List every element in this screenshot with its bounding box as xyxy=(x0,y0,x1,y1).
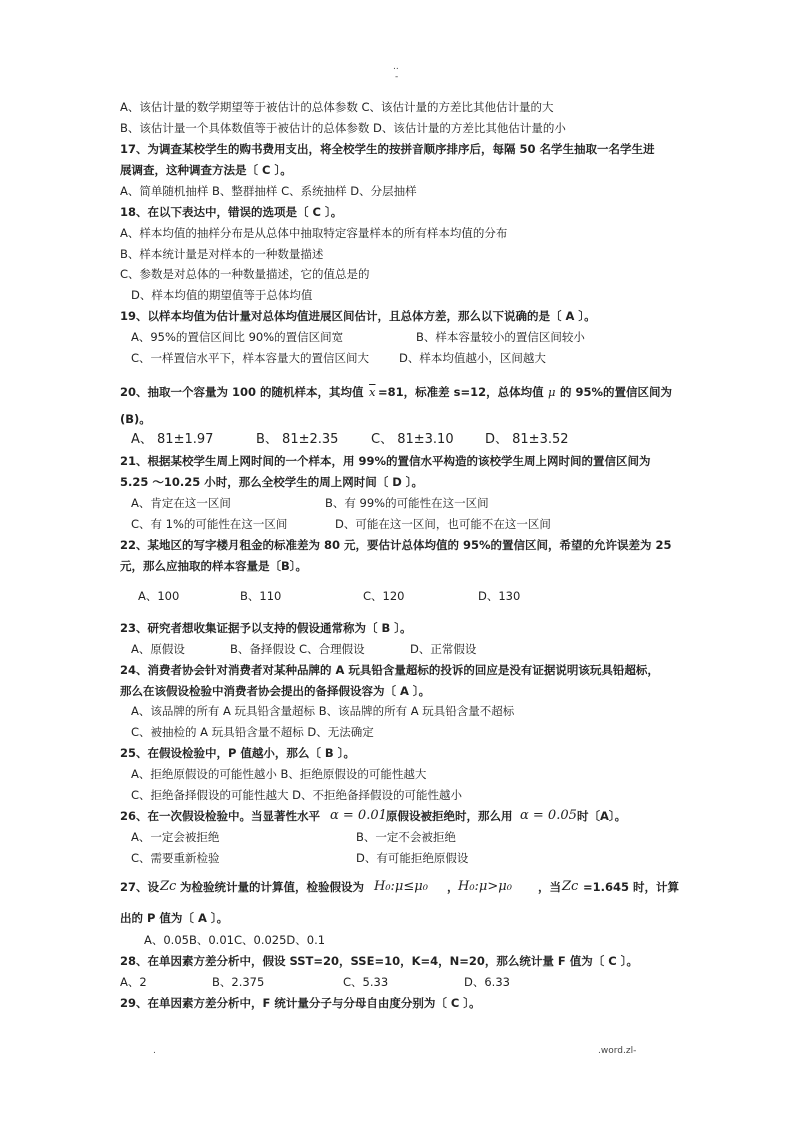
document-page: .. - A、该估计量的数学期望等于被估计的总体参数 C、该估计量的方差比其他估计量的大 B、该估计量一个具体数值等于被估计的总体参数 D、该估计量的方差比其他估计量的小 17、为调查某校学生的购书费用支出，将全校学生的按拼音顺序排序后，每隔 50 名学生抽取一名学生进 展调查，这种调查方法是〔 C 〕。 A、简单随机抽样 B、整群抽样 C、系统抽样 D、分层抽样 18、在以下表达中，错误的选项是〔 C 〕。 A、样本均值的抽样分布是从总体中抽取特定容量样本的所有样本均值的分布 B、样本统计量是对样本的一种数量描述 C、参数是对总体的一种数量描述，它的值总是的 D、样本均值的期望值等于总体均值 19、以样本均值为估计量对总体均值进展区间估计，且总体方差，那么以下说确的是〔 A 〕。 A、95%的置信区间比 90%的置信区间宽 B、样本容量较小的置信区间较小 C、一样置信水平下，样本容量大的置信区间大 D、样本均值越小，区间越大 20、抽取一个容量为 100 的随机样本，其均值 $\overline{x}$ =81，标准差 s=12，总体均值 μ 的 95%的置信区间为 (B)。 A、 81±1.97 B、 81±2.35 C、 81±3.10 D、 81±3.52 21、根据某校学生周上网时间的一个样本，用 99%的置信水平构造的该校学生周上网时间的置信区间为 5.25 ～10.25 小时，那么全校学生的周上网时间〔 D 〕。 A、肯定在这一区间 B、有 99%的可能性在这一区间 C、有 1%的可能性在这一区间 D、可能在这一区间，也可能不在这一区间 22、某地区的写字楼月租金的标准差为 80 元，要估计总体均值的 95%的置信区间，希望的允许误差为 25 元，那么应抽取的样本容量是〔B〕。 A、100 B、110 C、120 D、130 23、研究者想收集证据予以支持的假设通常称为〔 B 〕。 A、原假设 B、备择假设 C、合理假设 D、正常假设 24、消费者协会针对消费者对某种品牌的 A 玩具铅含量超标的投诉的回应是没有证据说明该玩具铅超标， 那么在该假设检验中消费者协会提出的备择假设容为〔 A 〕。 A、该品牌的所有 A 玩具铅含量超标 B、该品牌的所有 A 玩具铅含量不超标 C、被抽检的 A 玩具铅含量不超标 D、无法确定 25、在假设检验中，P 值越小，那么〔 B 〕。 A、拒绝原假设的可能性越小 B、拒绝原假设的可能性越大 C、拒绝备择假设的可能性越大 D、不拒绝备择假设的可能性越小 26、在一次假设检验中。当显著性水平 α = 0.01 原假设被拒绝时，那么用 α = 0.05 时〔A〕。 A、一定会被拒绝 B、一定不会被拒绝 C、需要重新检验 D、有可能拒绝原假设 27、设 Zc 为检验统计量的计算值，检验假设为 H₀:μ≤μ₀ ， H₀:μ>μ₀ ，当 Zc =1.645 时，计算 出的 P 值为〔 A 〕。 A、0.05B、0.01C、0.025D、0.1 28、在单因素方差分析中，假设 SST=20，SSE=10，K=4，N=20，那么统计量 F 值为〔 C 〕。 A、2 B、2.375 C、5.33 D、6.33 29、在单因素方差分析中，F 统计量分子与分母自由度分别为〔 C 〕。 . .word.zl- xyxy=(120,62,680,1056)
header-dots: .. xyxy=(393,62,399,72)
footer-right: .word.zl- xyxy=(598,1046,637,1056)
header-dash: - xyxy=(395,72,399,82)
footer-left: . xyxy=(153,1046,156,1056)
